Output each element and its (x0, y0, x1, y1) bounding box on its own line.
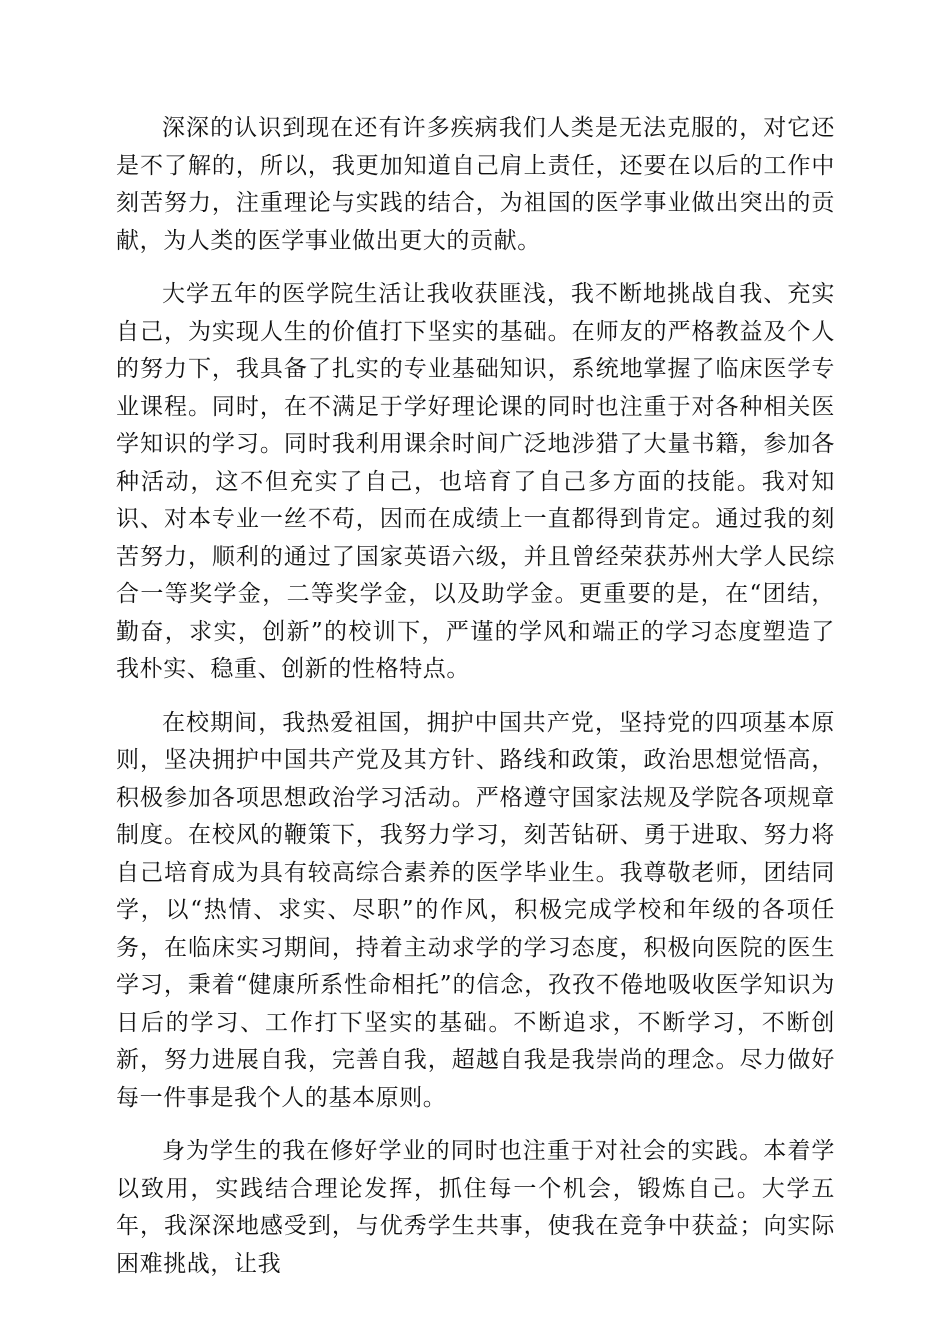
paragraph-1: 深深的认识到现在还有许多疾病我们人类是无法克服的，对它还是不了解的，所以，我更加知道自己肩上责任，还要在以后的工作中刻苦努力，注重理论与实践的结合，为祖国的医学事业做出突出的贡献，为人类的医学事业做出更大的贡献。 (116, 115, 835, 254)
paragraph-2: 大学五年的医学院生活让我收获匪浅，我不断地挑战自我、充实自己，为实现人生的价值打下坚实的基础。在师友的严格教益及个人的努力下，我具备了扎实的专业基础知识，系统地掌握了临床医学专业课程。同时，在不满足于学好理论课的同时也注重于对各种相关医学知识的学习。同时我利用课余时间广泛地涉猎了大量书籍，参加各种活动，这不但充实了自己，也培育了自己多方面的技能。我对知识、对本专业一丝不苟，因而在成绩上一直都得到肯定。通过我的刻苦努力，顺利的通过了国家英语六级，并且曾经荣获苏州大学人民综合一等奖学金，二等奖学金，以及助学金。更重要的是，在“团结，勤奋，求实，创新”的校训下，严谨的学风和端正的学习态度塑造了我朴实、稳重、创新的性格特点。 (116, 281, 835, 682)
paragraph-4: 身为学生的我在修好学业的同时也注重于对社会的实践。本着学以致用，实践结合理论发挥，抓住每一个机会，锻炼自己。大学五年，我深深地感受到，与优秀学生共事，使我在竞争中获益；向实际困难挑战，让我 (116, 1138, 835, 1277)
paragraph-3: 在校期间，我热爱祖国，拥护中国共产党，坚持党的四项基本原则，坚决拥护中国共产党及其方针、路线和政策，政治思想觉悟高，积极参加各项思想政治学习活动。严格遵守国家法规及学院各项规章制度。在校风的鞭策下，我努力学习，刻苦钻研、勇于进取、努力将自己培育成为具有较高综合素养的医学毕业生。我尊敬老师，团结同学，以“热情、求实、尽职”的作风，积极完成学校和年级的各项任务，在临床实习期间，持着主动求学的学习态度，积极向医院的医生学习，秉着“健康所系性命相托”的信念，孜孜不倦地吸收医学知识为日后的学习、工作打下坚实的基础。不断追求，不断学习，不断创新，努力进展自我，完善自我，超越自我是我崇尚的理念。尽力做好每一件事是我个人的基本原则。 (116, 709, 835, 1111)
document-body (116, 110, 835, 1299)
